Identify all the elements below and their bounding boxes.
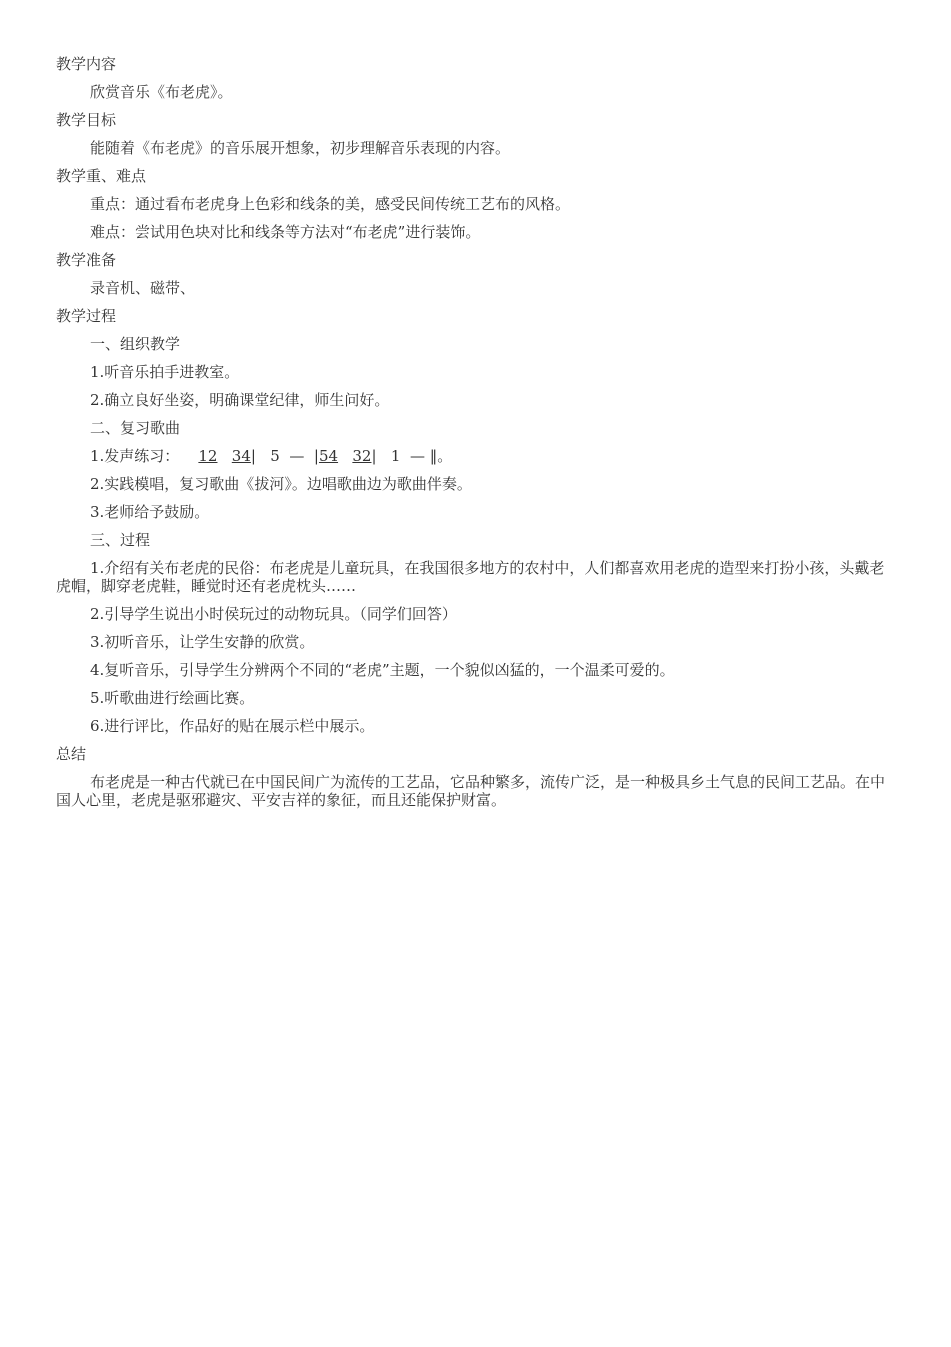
paragraph: 重点：通过看布老虎身上色彩和线条的美，感受民间传统工艺布的风格。 <box>90 195 571 213</box>
section-heading: 教学内容 <box>56 55 117 73</box>
notation-group: 32 <box>352 447 372 465</box>
bar-line: | <box>250 447 256 465</box>
section-heading: 教学目标 <box>56 111 117 129</box>
notation-group: 54 <box>318 447 339 465</box>
paragraph: 4.复听音乐，引导学生分辨两个不同的“老虎”主题，一个貌似凶猛的，一个温柔可爱的。 <box>90 661 675 679</box>
paragraph: 5.听歌曲进行绘画比赛。 <box>90 689 255 707</box>
vocal-exercise-notation <box>56 447 896 465</box>
paragraph: 一、组织教学 <box>90 335 181 353</box>
notation-end: ‖。 <box>429 447 453 465</box>
notation-dash: — <box>409 447 425 465</box>
paragraph: 三、过程 <box>90 531 151 549</box>
paragraph: 3.老师给予鼓励。 <box>90 503 210 521</box>
notation-note: 1 <box>390 447 401 465</box>
paragraph: 3.初听音乐，让学生安静的欣赏。 <box>90 633 315 651</box>
notation-group: 34 <box>231 447 251 465</box>
paragraph: 2.确立良好坐姿，明确课堂纪律，师生问好。 <box>90 391 390 409</box>
paragraph: 2.引导学生说出小时侯玩过的动物玩具。（同学们回答） <box>90 605 457 623</box>
paragraph: 布老虎是一种古代就已在中国民间广为流传的工艺品，它品种繁多，流传广泛，是一种极具乡土气息的民间工艺品。在中国人心里，老虎是驱邪避灾、平安吉祥的象征，而且还能保护财富。 <box>56 773 886 809</box>
notation-dash: — <box>289 447 305 465</box>
paragraph: 2.实践模唱，复习歌曲《拔河》。边唱歌曲边为歌曲伴奏。 <box>90 475 472 493</box>
paragraph: 二、复习歌曲 <box>90 419 181 437</box>
notation-group: 12 <box>198 447 218 465</box>
paragraph: 1.介绍有关布老虎的民俗：布老虎是儿童玩具，在我国很多地方的农村中，人们都喜欢用老虎的造型来打扮小孩，头戴老虎帽，脚穿老虎鞋，睡觉时还有老虎枕头…… <box>56 559 885 595</box>
notation-prefix: 1.发声练习： <box>90 447 180 465</box>
section-heading: 教学准备 <box>56 251 117 269</box>
bar-line: | <box>313 447 319 465</box>
section-heading: 教学重、难点 <box>56 167 147 185</box>
bar-line: | <box>371 447 377 465</box>
paragraph: 1.听音乐拍手进教室。 <box>90 363 240 381</box>
section-heading: 教学过程 <box>56 307 117 325</box>
paragraph: 录音机、磁带、 <box>90 279 196 297</box>
paragraph: 欣赏音乐《布老虎》。 <box>90 83 233 101</box>
paragraph: 难点：尝试用色块对比和线条等方法对“布老虎”进行装饰。 <box>90 223 481 241</box>
section-heading: 总结 <box>56 745 87 763</box>
paragraph: 6.进行评比，作品好的贴在展示栏中展示。 <box>90 717 375 735</box>
paragraph: 能随着《布老虎》的音乐展开想象，初步理解音乐表现的内容。 <box>90 139 511 157</box>
notation-note: 5 <box>270 447 280 465</box>
